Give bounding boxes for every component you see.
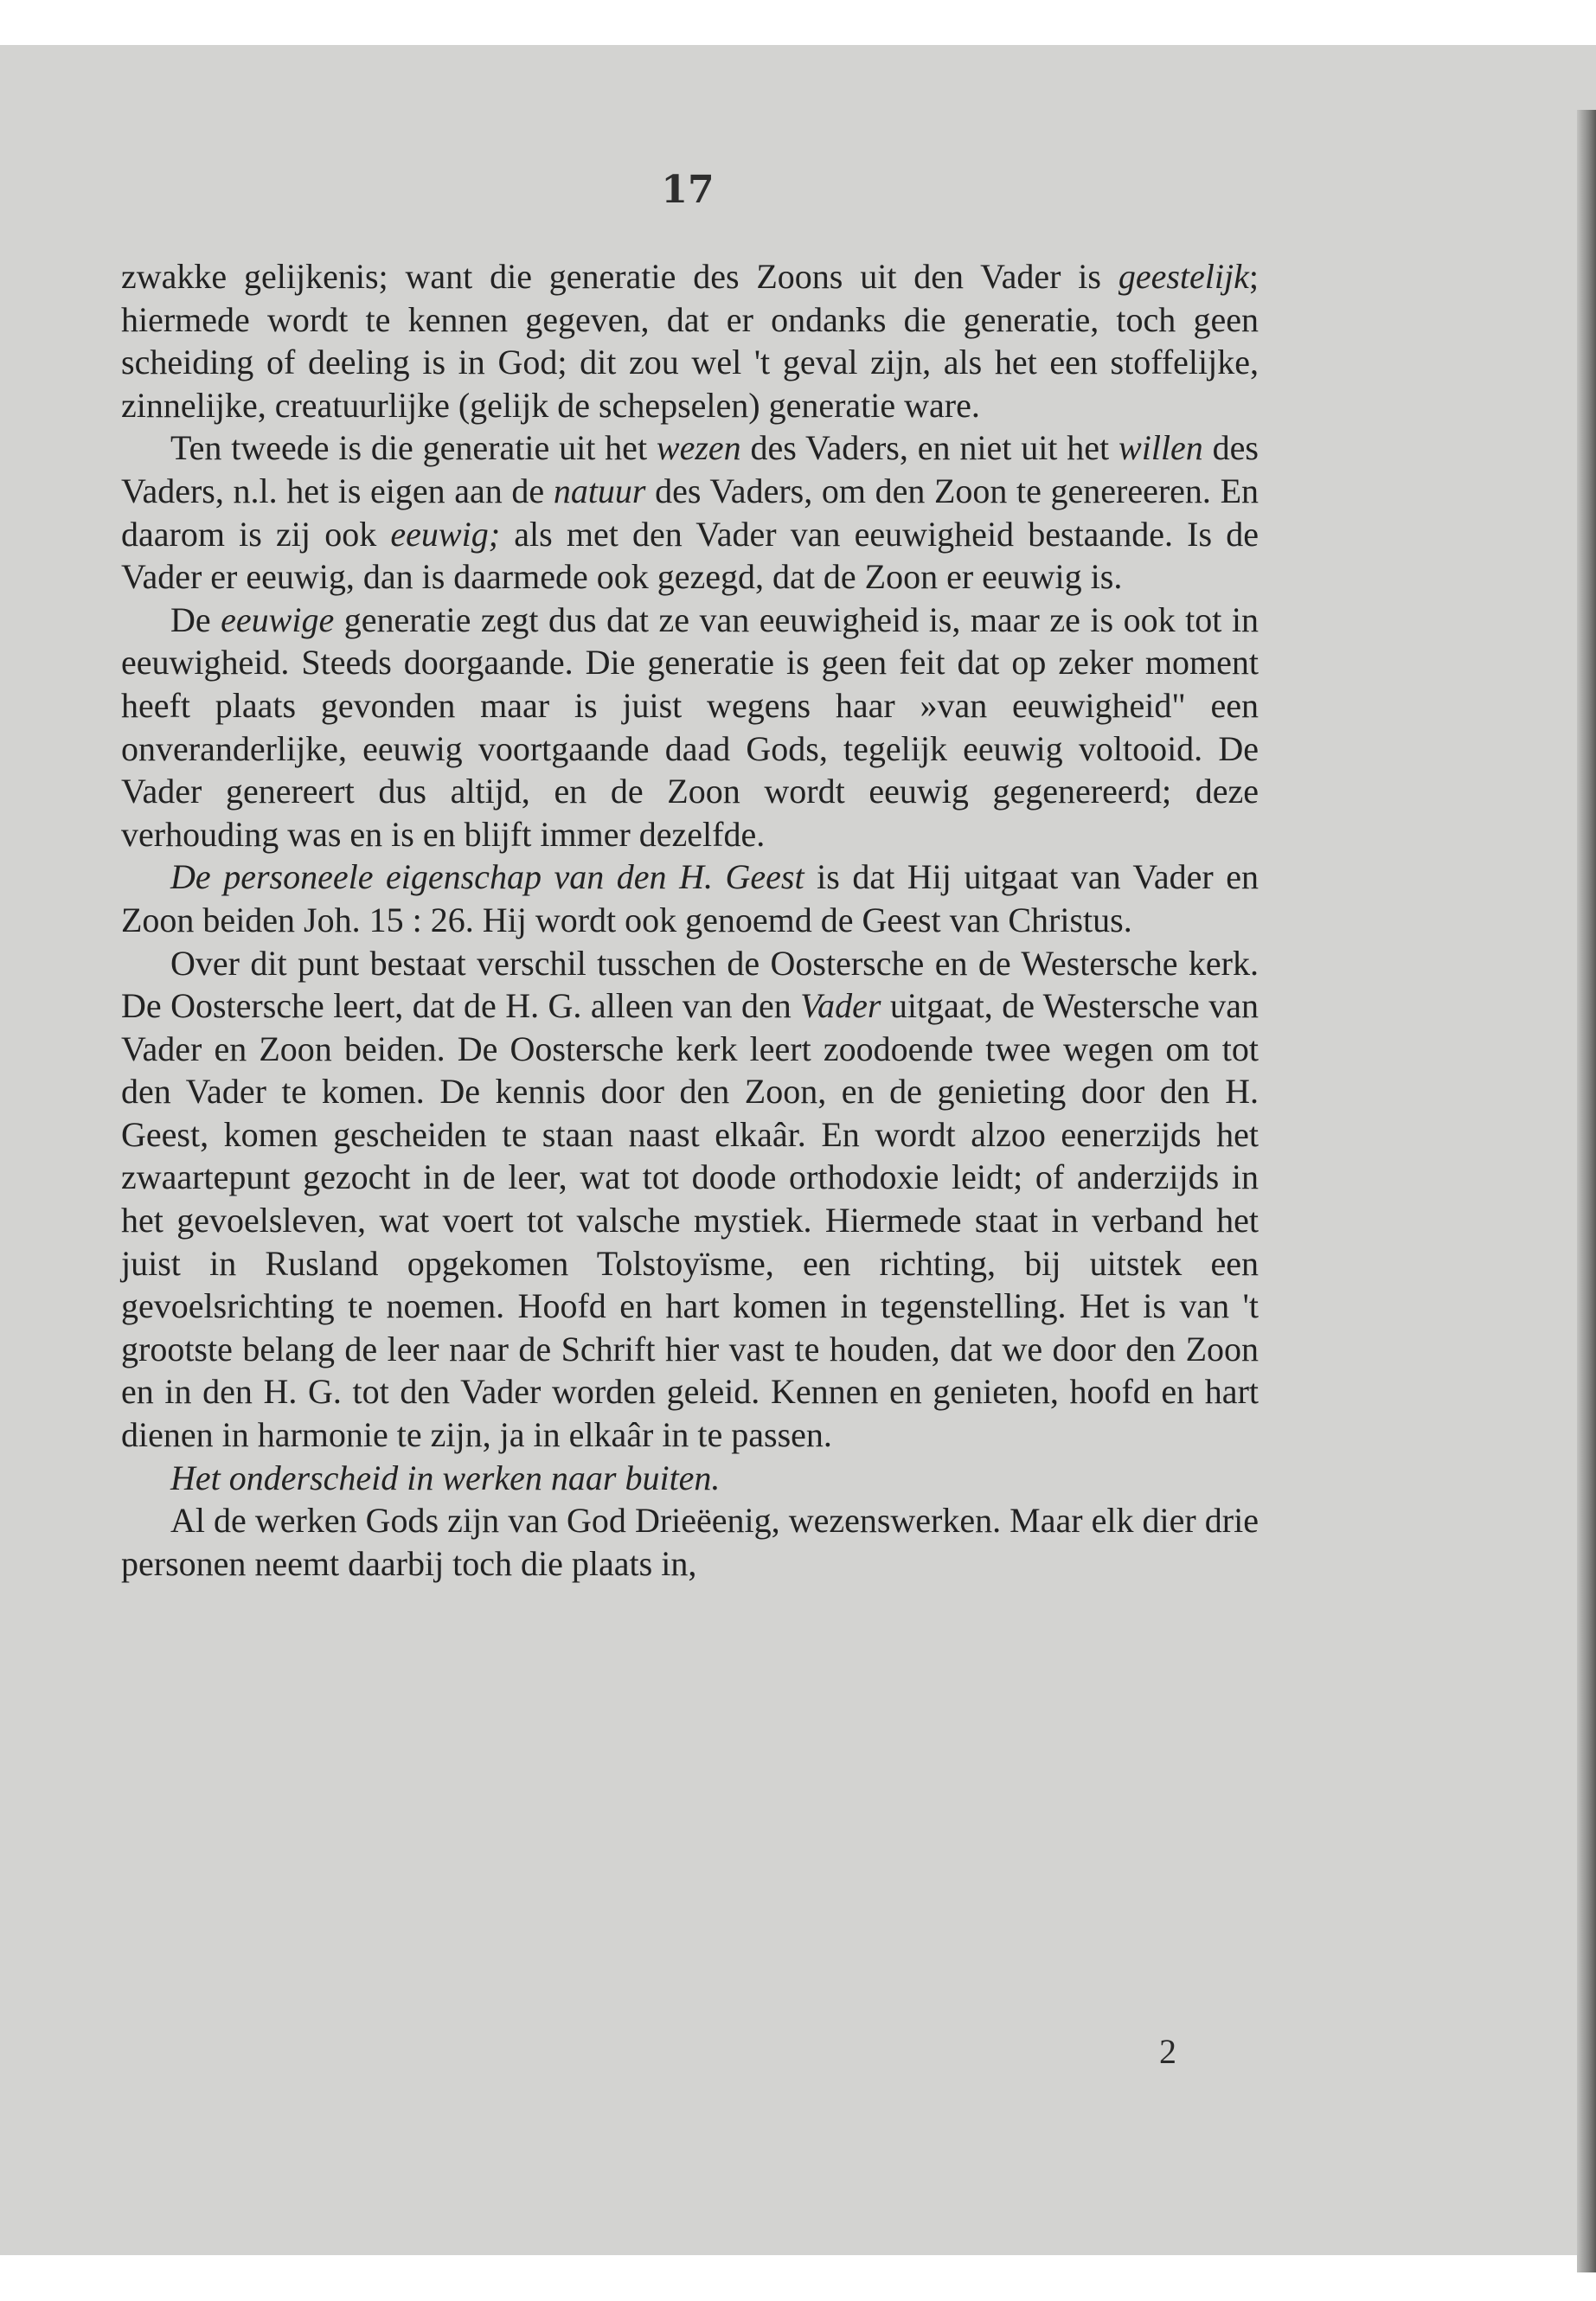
paragraph: De personeele eigenschap van den H. Geest is dat Hij uitgaat van Vader en Zoon beiden Joh. 15 : 26. Hij wordt ook genoemd de Geest van Christus. bbox=[121, 857, 1259, 939]
signature-mark: 2 bbox=[1159, 2032, 1176, 2071]
scanned-page bbox=[0, 45, 1596, 2255]
italic-run: eeuwig; bbox=[390, 514, 501, 554]
paragraph: Over dit punt bestaat verschil tusschen de Oostersche en de Westersche kerk. De Oostersche leert, dat de H. G. alleen van den Vader uitgaat, de Westersche van Vader en Zoon beiden. De Oostersche kerk leert zoodoende twee wegen om tot den Vader te komen. De kennis door den Zoon, en de genieting door den H. Geest, komen gescheiden te staan naast elkaâr. En wordt alzoo eenerzijds het zwaartepunt gezocht in de leer, wat tot doode orthodoxie leidt; of anderzijds in het gevoelsleven, wat voert tot valsche mystiek. Hiermede staat in verband het juist in Rusland opgekomen Tolstoyïsme, een richting, bij uitstek een gevoelsrichting te noemen. Hoofd en hart komen in tegenstelling. Het is van 't grootste belang de leer naar de Schrift hier vast te houden, dat we door den Zoon en in den H. G. tot den Vader worden geleid. Kennen en genieten, hoofd en hart dienen in harmonie te zijn, ja in elkaâr in te passen. bbox=[121, 943, 1259, 1455]
paragraph: Ten tweede is die generatie uit het wezen des Vaders, en niet uit het willen des Vaders, n.l. het is eigen aan de natuur des Vaders, om den Zoon te genereeren. En daarom is zij ook eeuwig; als met den Vader van eeuwigheid bestaande. Is de Vader er eeuwig, dan is daarmede ook gezegd, dat de Zoon er eeuwig is. bbox=[121, 428, 1259, 597]
italic-run: natuur bbox=[553, 471, 646, 510]
body-text bbox=[121, 255, 1259, 1585]
italic-run: De personeele eigenschap van den H. Geest bbox=[170, 857, 804, 897]
paragraph: zwakke gelijkenis; want die generatie des Zoons uit den Vader is geestelijk; hiermede wordt te kennen gegeven, dat er ondanks die generatie, toch geen scheiding of deeling is in God; dit zou wel 't geval zijn, als het een stoffelijke, zinnelijke, creatuurlijke (gelijk de schepselen) generatie ware. bbox=[121, 257, 1259, 425]
page-number: 17 bbox=[661, 168, 715, 212]
italic-run: Het onderscheid in werken naar buiten. bbox=[170, 1458, 721, 1497]
italic-run: Vader bbox=[800, 986, 881, 1026]
paragraph: Al de werken Gods zijn van God Drieëenig, wezenswerken. Maar elk dier drie personen neemt daarbij toch die plaats in, bbox=[121, 1501, 1259, 1583]
italic-run: eeuwige bbox=[221, 599, 335, 639]
italic-run: geestelijk bbox=[1118, 257, 1249, 296]
italic-run: willen bbox=[1118, 428, 1203, 468]
paragraph: De eeuwige generatie zegt dus dat ze van eeuwigheid is, maar ze is ook tot in eeuwigheid. Steeds doorgaande. Die generatie is geen feit dat op zeker moment heeft plaats gevonden maar is juist wegens haar »van eeuwigheid" een onveranderlijke, eeuwig voortgaande daad Gods, tegelijk eeuwig voltooid. De Vader genereert dus altijd, en de Zoon wordt eeuwig gegenereerd; deze verhouding was en is en blijft immer dezelfde. bbox=[121, 599, 1259, 854]
italic-run: wezen bbox=[656, 428, 741, 468]
book-gutter-edge bbox=[1577, 110, 1596, 2272]
section-heading bbox=[121, 1457, 1259, 1500]
